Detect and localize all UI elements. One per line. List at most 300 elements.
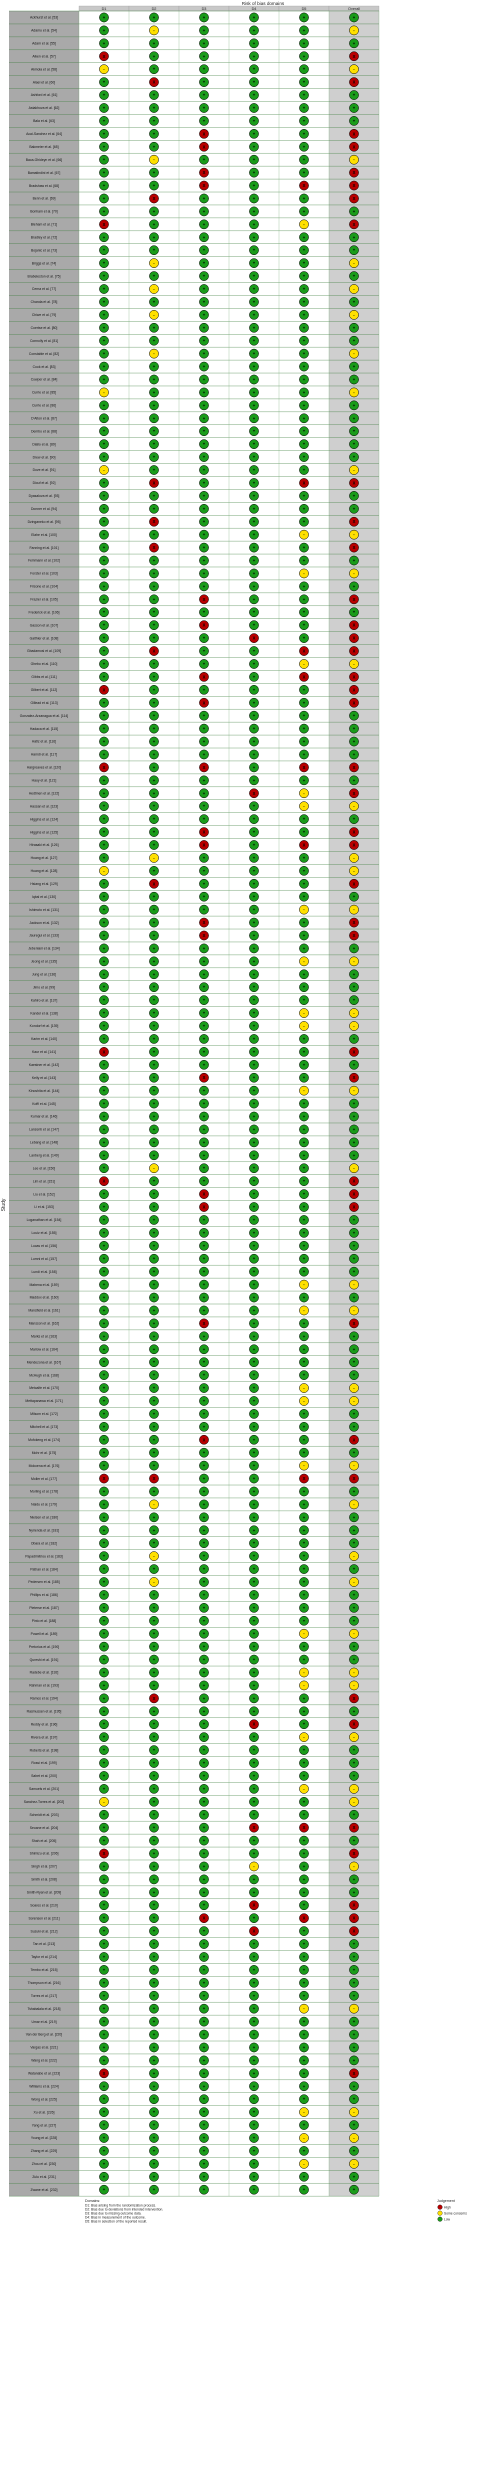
judgement-symbol: + <box>152 1760 156 1766</box>
judgement-symbol: + <box>352 415 356 421</box>
judgement-symbol: + <box>252 467 256 473</box>
judgement-symbol: + <box>202 881 206 887</box>
judgement-symbol: + <box>202 648 206 654</box>
judgement-symbol: + <box>352 1062 356 1068</box>
study-label: Hauy et al. [121] <box>31 778 57 783</box>
judgement-symbol: - <box>303 1670 305 1676</box>
judgement-symbol: + <box>202 726 206 732</box>
judgement-symbol: - <box>353 958 355 964</box>
judgement-symbol: - <box>253 1863 255 1869</box>
judgement-symbol: + <box>352 1708 356 1714</box>
judgement-symbol: + <box>252 855 256 861</box>
judgement-symbol: + <box>202 609 206 615</box>
judgement-symbol: + <box>252 53 256 59</box>
judgement-symbol: + <box>252 415 256 421</box>
judgement-symbol: + <box>352 713 356 719</box>
judgement-symbol: + <box>202 402 206 408</box>
judgement-symbol: + <box>102 506 106 512</box>
judgement-symbol: + <box>302 105 306 111</box>
judgement-symbol: + <box>352 1773 356 1779</box>
study-label: Jeong et al. [135] <box>30 959 58 964</box>
judgement-symbol: + <box>252 920 256 926</box>
judgement-symbol: X <box>202 131 206 137</box>
judgement-symbol: + <box>252 803 256 809</box>
judgement-symbol: + <box>152 234 156 240</box>
judgement-symbol: + <box>252 506 256 512</box>
judgement-symbol: + <box>152 570 156 576</box>
judgement-symbol: + <box>202 105 206 111</box>
legend-domains-title: Domains: <box>85 2199 101 2204</box>
judgement-symbol: + <box>302 14 306 20</box>
judgement-symbol: X <box>352 131 356 137</box>
study-label: Kaur et al. [141] <box>32 1050 56 1055</box>
judgement-symbol: + <box>352 506 356 512</box>
judgement-symbol: X <box>352 1851 356 1857</box>
judgement-symbol: + <box>252 389 256 395</box>
judgement-symbol: X <box>352 596 356 602</box>
judgement-symbol: + <box>202 570 206 576</box>
judgement-symbol: + <box>152 1036 156 1042</box>
judgement-symbol: + <box>202 803 206 809</box>
judgement-symbol: - <box>353 2135 355 2141</box>
judgement-symbol: + <box>102 1954 106 1960</box>
study-label: Tan et al. [213] <box>32 1942 56 1947</box>
judgement-symbol: + <box>252 739 256 745</box>
judgement-symbol: + <box>152 144 156 150</box>
judgement-symbol: + <box>252 1075 256 1081</box>
judgement-symbol: + <box>152 325 156 331</box>
judgement-symbol: + <box>302 454 306 460</box>
study-label: Lebang et al. [148] <box>29 1140 59 1145</box>
judgement-symbol: + <box>252 1592 256 1598</box>
judgement-symbol: + <box>202 583 206 589</box>
judgement-symbol: + <box>302 2096 306 2102</box>
judgement-symbol: + <box>202 1476 206 1482</box>
judgement-symbol: + <box>302 1876 306 1882</box>
judgement-symbol: + <box>302 997 306 1003</box>
judgement-symbol: - <box>353 1385 355 1391</box>
judgement-symbol: + <box>152 1230 156 1236</box>
judgement-symbol: + <box>352 558 356 564</box>
judgement-symbol: + <box>302 208 306 214</box>
judgement-symbol: + <box>152 687 156 693</box>
judgement-symbol: + <box>302 1695 306 1701</box>
study-label: Pathan et al. [184] <box>30 1567 58 1572</box>
judgement-symbol: + <box>252 131 256 137</box>
study-label: Higgins et al. [125] <box>29 830 59 835</box>
judgement-symbol: + <box>102 700 106 706</box>
judgement-symbol: + <box>352 1760 356 1766</box>
judgement-symbol: + <box>152 170 156 176</box>
judgement-symbol: + <box>302 777 306 783</box>
judgement-symbol: + <box>302 1902 306 1908</box>
judgement-symbol: + <box>152 700 156 706</box>
judgement-symbol: + <box>352 2096 356 2102</box>
judgement-symbol: + <box>252 2096 256 2102</box>
judgement-symbol: + <box>102 27 106 33</box>
judgement-symbol: + <box>102 558 106 564</box>
study-label: Sabet et al. [200] <box>31 1774 57 1779</box>
judgement-symbol: - <box>353 2161 355 2167</box>
judgement-symbol: + <box>352 2174 356 2180</box>
judgement-symbol: + <box>152 2187 156 2193</box>
judgement-symbol: + <box>152 1889 156 1895</box>
judgement-symbol: + <box>252 1062 256 1068</box>
judgement-symbol: + <box>152 467 156 473</box>
judgement-symbol: + <box>252 1838 256 1844</box>
judgement-symbol: + <box>152 1333 156 1339</box>
judgement-symbol: + <box>102 2083 106 2089</box>
judgement-symbol: + <box>302 1851 306 1857</box>
judgement-symbol: + <box>102 1243 106 1249</box>
judgement-symbol: + <box>352 1243 356 1249</box>
judgement-symbol: + <box>352 2122 356 2128</box>
judgement-symbol: - <box>303 1010 305 1016</box>
study-label: Diouf et al. [92] <box>32 481 56 486</box>
legend-domain-item: D3: Bias due to missing outcome data. <box>85 2211 142 2216</box>
judgement-symbol: + <box>202 2109 206 2115</box>
judgement-symbol: + <box>252 2044 256 2050</box>
judgement-symbol: X <box>352 221 356 227</box>
study-label: Wang et al. [222] <box>31 2058 57 2063</box>
judgement-symbol: + <box>202 1126 206 1132</box>
judgement-symbol: + <box>302 364 306 370</box>
judgement-symbol: + <box>252 545 256 551</box>
judgement-symbol: + <box>252 27 256 33</box>
judgement-symbol: + <box>202 2122 206 2128</box>
judgement-symbol: + <box>352 2057 356 2063</box>
study-label: Moller et al. [177] <box>30 1476 58 1481</box>
study-label: Bamatindini et al. [67] <box>27 170 61 175</box>
judgement-symbol: + <box>252 1501 256 1507</box>
judgement-symbol: + <box>202 273 206 279</box>
judgement-symbol: + <box>152 1812 156 1818</box>
judgement-symbol: + <box>302 79 306 85</box>
judgement-symbol: + <box>252 907 256 913</box>
judgement-symbol: + <box>202 377 206 383</box>
judgement-symbol: + <box>302 299 306 305</box>
study-label: Torres et al. [217] <box>30 1993 58 1998</box>
judgement-symbol: - <box>353 1010 355 1016</box>
judgement-symbol: + <box>152 1682 156 1688</box>
judgement-symbol: + <box>252 1773 256 1779</box>
judgement-symbol: + <box>252 1812 256 1818</box>
judgement-symbol: - <box>303 570 305 576</box>
judgement-symbol: X <box>352 932 356 938</box>
judgement-symbol: + <box>352 493 356 499</box>
judgement-symbol: + <box>252 1424 256 1430</box>
judgement-symbol: + <box>202 118 206 124</box>
judgement-symbol: + <box>302 1657 306 1663</box>
judgement-symbol: + <box>302 1411 306 1417</box>
judgement-symbol: + <box>152 1139 156 1145</box>
judgement-symbol: - <box>153 260 155 266</box>
judgement-symbol: - <box>303 532 305 538</box>
judgement-symbol: + <box>102 1320 106 1326</box>
judgement-symbol: + <box>352 1941 356 1947</box>
judgement-symbol: + <box>152 1592 156 1598</box>
judgement-symbol: + <box>152 415 156 421</box>
judgement-symbol: + <box>152 1204 156 1210</box>
judgement-symbol: + <box>252 118 256 124</box>
judgement-symbol: + <box>102 1346 106 1352</box>
judgement-symbol: + <box>102 945 106 951</box>
study-label: Lanberg et al. [149] <box>29 1153 59 1158</box>
judgement-symbol: + <box>102 1437 106 1443</box>
study-label: Sorensen et al. [211] <box>28 1916 60 1921</box>
judgement-symbol: + <box>102 726 106 732</box>
judgement-symbol: + <box>202 2057 206 2063</box>
judgement-symbol: + <box>102 1126 106 1132</box>
study-label: Connolly et al. [81] <box>29 338 59 343</box>
judgement-symbol: + <box>202 1863 206 1869</box>
judgement-symbol: + <box>202 1928 206 1934</box>
judgement-symbol: + <box>252 351 256 357</box>
judgement-symbol: + <box>352 1566 356 1572</box>
judgement-symbol: + <box>102 312 106 318</box>
judgement-symbol: + <box>352 971 356 977</box>
judgement-symbol: X <box>302 183 306 189</box>
judgement-symbol: + <box>152 1346 156 1352</box>
judgement-symbol: + <box>252 1126 256 1132</box>
judgement-symbol: + <box>202 1178 206 1184</box>
judgement-symbol: X <box>352 144 356 150</box>
judgement-symbol: + <box>202 1295 206 1301</box>
judgement-symbol: + <box>302 1126 306 1132</box>
judgement-symbol: X <box>352 1191 356 1197</box>
judgement-symbol: - <box>353 2006 355 2012</box>
judgement-symbol: + <box>252 260 256 266</box>
judgement-symbol: + <box>252 1786 256 1792</box>
judgement-symbol: + <box>102 1579 106 1585</box>
judgement-symbol: + <box>102 1463 106 1469</box>
judgement-symbol: + <box>152 1282 156 1288</box>
judgement-symbol: + <box>352 945 356 951</box>
judgement-symbol: + <box>102 299 106 305</box>
judgement-symbol: + <box>102 2032 106 2038</box>
judgement-symbol: + <box>202 661 206 667</box>
judgement-symbol: + <box>102 208 106 214</box>
judgement-symbol: + <box>152 1217 156 1223</box>
judgement-symbol: + <box>252 1372 256 1378</box>
judgement-symbol: + <box>302 1165 306 1171</box>
judgement-symbol: + <box>252 1295 256 1301</box>
judgement-symbol: + <box>102 1307 106 1313</box>
study-label: Van der Berg et al. [220] <box>25 2032 63 2037</box>
study-label: Kandel et al. [138] <box>30 1011 58 1016</box>
judgement-symbol: + <box>202 2148 206 2154</box>
judgement-symbol: + <box>302 1501 306 1507</box>
study-label: Li et al. [153] <box>34 1205 54 1210</box>
judgement-symbol: + <box>252 1152 256 1158</box>
study-label: Morling et al. [178] <box>30 1489 58 1494</box>
study-label: Iqbal et al. [130] <box>31 894 57 899</box>
judgement-symbol: + <box>252 777 256 783</box>
judgement-symbol: + <box>202 1760 206 1766</box>
judgement-symbol: X <box>202 842 206 848</box>
judgement-symbol: + <box>102 1501 106 1507</box>
judgement-symbol: + <box>302 1217 306 1223</box>
judgement-symbol: + <box>252 428 256 434</box>
judgement-symbol: + <box>102 842 106 848</box>
judgement-symbol: + <box>252 519 256 525</box>
judgement-symbol: + <box>302 234 306 240</box>
judgement-symbol: + <box>302 545 306 551</box>
judgement-symbol: + <box>102 40 106 46</box>
judgement-symbol: + <box>352 984 356 990</box>
judgement-symbol: X <box>102 1851 106 1857</box>
judgement-symbol: - <box>303 1307 305 1313</box>
judgement-symbol: X <box>352 195 356 201</box>
judgement-symbol: + <box>152 1075 156 1081</box>
judgement-symbol: + <box>152 1411 156 1417</box>
judgement-symbol: + <box>102 1708 106 1714</box>
study-label: Jimo et al. [99] <box>32 985 56 990</box>
judgement-symbol: + <box>352 1450 356 1456</box>
judgement-symbol: + <box>202 1851 206 1857</box>
judgement-symbol: + <box>302 273 306 279</box>
study-label: Hedtinen et al. [122] <box>28 791 60 796</box>
judgement-symbol: + <box>352 1152 356 1158</box>
judgement-symbol: + <box>252 493 256 499</box>
judgement-symbol: X <box>352 1721 356 1727</box>
study-label: Zwane et al. [232] <box>30 2187 58 2192</box>
judgement-symbol: + <box>302 558 306 564</box>
study-label: Dzinganeko et al. [95] <box>27 519 61 524</box>
judgement-symbol: X <box>202 829 206 835</box>
judgement-symbol: + <box>202 532 206 538</box>
judgement-symbol: + <box>202 1812 206 1818</box>
judgement-symbol: + <box>252 1398 256 1404</box>
judgement-symbol: X <box>102 2070 106 2076</box>
study-label: Hassan et al. [123] <box>29 804 59 809</box>
judgement-symbol: + <box>252 1682 256 1688</box>
judgement-symbol: + <box>152 1993 156 1999</box>
judgement-symbol: + <box>102 1657 106 1663</box>
judgement-symbol: + <box>152 1605 156 1611</box>
judgement-symbol: + <box>202 1114 206 1120</box>
legend-domain-item: D4: Bias in measurement of the outcome. <box>85 2215 146 2220</box>
judgement-symbol: + <box>302 1269 306 1275</box>
judgement-symbol: + <box>152 661 156 667</box>
judgement-symbol: + <box>102 971 106 977</box>
study-label: Pieterse et al. [187] <box>29 1606 59 1611</box>
judgement-symbol: + <box>152 1450 156 1456</box>
judgement-symbol: + <box>252 1463 256 1469</box>
judgement-symbol: + <box>102 2006 106 2012</box>
judgement-symbol: - <box>353 868 355 874</box>
judgement-symbol: + <box>152 1152 156 1158</box>
judgement-symbol: - <box>303 1682 305 1688</box>
study-label: Maddox et al. [160] <box>29 1295 59 1300</box>
judgement-symbol: + <box>202 40 206 46</box>
judgement-symbol: + <box>352 777 356 783</box>
judgement-symbol: X <box>102 1476 106 1482</box>
judgement-symbol: + <box>352 1889 356 1895</box>
study-label: Jung et al. [136] <box>31 972 57 977</box>
judgement-symbol: + <box>352 1139 356 1145</box>
judgement-symbol: + <box>302 2174 306 2180</box>
judgement-symbol: + <box>202 1721 206 1727</box>
judgement-symbol: + <box>152 907 156 913</box>
judgement-symbol: - <box>303 907 305 913</box>
judgement-symbol: + <box>202 1488 206 1494</box>
judgement-symbol: + <box>352 997 356 1003</box>
judgement-symbol: + <box>152 2161 156 2167</box>
judgement-symbol: + <box>102 1734 106 1740</box>
study-label: Currie et al. [86] <box>31 403 57 408</box>
judgement-symbol: + <box>152 713 156 719</box>
judgement-symbol: + <box>102 816 106 822</box>
judgement-symbol: + <box>202 894 206 900</box>
judgement-symbol: X <box>202 622 206 628</box>
judgement-symbol: + <box>252 1799 256 1805</box>
judgement-symbol: + <box>152 428 156 434</box>
judgement-symbol: + <box>102 1036 106 1042</box>
judgement-symbol: + <box>252 338 256 344</box>
judgement-symbol: + <box>202 1243 206 1249</box>
judgement-symbol: + <box>252 1967 256 1973</box>
judgement-symbol: + <box>102 157 106 163</box>
judgement-symbol: + <box>252 1876 256 1882</box>
judgement-symbol: + <box>252 1708 256 1714</box>
judgement-symbol: + <box>152 338 156 344</box>
judgement-symbol: + <box>202 1307 206 1313</box>
judgement-symbol: + <box>102 570 106 576</box>
judgement-symbol: + <box>302 932 306 938</box>
judgement-symbol: + <box>102 1333 106 1339</box>
judgement-symbol: + <box>252 764 256 770</box>
judgement-symbol: + <box>302 53 306 59</box>
judgement-symbol: + <box>252 868 256 874</box>
study-label: Lundi et al. [158] <box>31 1269 57 1274</box>
judgement-symbol: + <box>302 1527 306 1533</box>
study-label: Metcalfe et al. [170] <box>29 1386 59 1391</box>
judgement-symbol: + <box>102 1269 106 1275</box>
judgement-symbol: + <box>202 312 206 318</box>
study-label: Milsom et al. [172] <box>30 1412 58 1417</box>
judgement-symbol: X <box>202 596 206 602</box>
judgement-symbol: + <box>302 1488 306 1494</box>
judgement-symbol: + <box>352 1993 356 1999</box>
judgement-symbol: + <box>202 971 206 977</box>
study-label: Constable et al. [82] <box>28 351 60 356</box>
judgement-symbol: + <box>152 1088 156 1094</box>
judgement-symbol: + <box>352 234 356 240</box>
judgement-symbol: - <box>353 1282 355 1288</box>
judgement-symbol: + <box>152 1954 156 1960</box>
study-label: Kinoshita et al. [144] <box>28 1088 60 1093</box>
judgement-symbol: + <box>202 868 206 874</box>
judgement-symbol: + <box>202 1786 206 1792</box>
study-label: Naidu et al. [179] <box>31 1502 57 1507</box>
judgement-symbol: + <box>302 195 306 201</box>
judgement-symbol: + <box>102 1191 106 1197</box>
judgement-symbol: X <box>202 700 206 706</box>
study-label: Soares et al. [210] <box>30 1903 58 1908</box>
judgement-symbol: + <box>202 389 206 395</box>
judgement-symbol: + <box>252 1139 256 1145</box>
judgement-symbol: + <box>202 2187 206 2193</box>
judgement-symbol: + <box>202 997 206 1003</box>
judgement-symbol: + <box>102 1670 106 1676</box>
judgement-symbol: + <box>302 1295 306 1301</box>
judgement-symbol: + <box>302 700 306 706</box>
judgement-symbol: + <box>102 183 106 189</box>
judgement-symbol: - <box>153 157 155 163</box>
judgement-symbol: X <box>202 1320 206 1326</box>
judgement-symbol: + <box>202 2006 206 2012</box>
